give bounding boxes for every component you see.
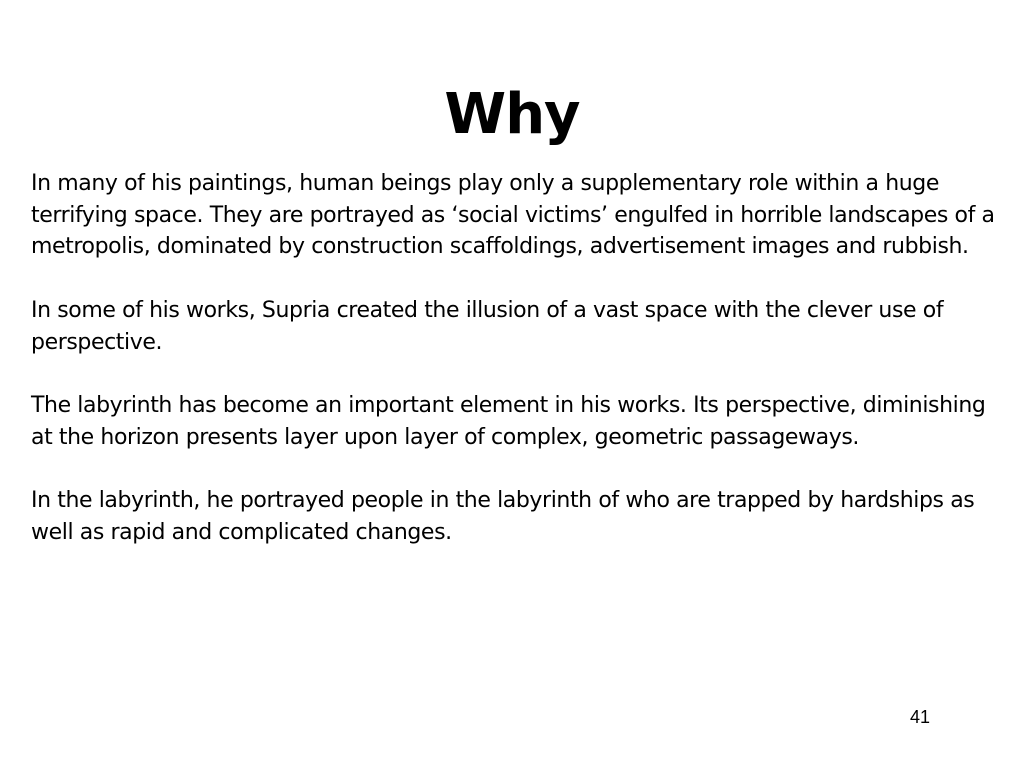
paragraph-paintings: In many of his paintings, human beings play only a supplementary role within a huge terrifying space. They are portrayed as ‘social victims’ engulfed in horrible landscapes of a metropolis, dominated by construction scaffoldings, advertisement images and rubbish.: [31, 171, 995, 260]
slide-title: Why: [444, 82, 580, 147]
slide-body: [31, 168, 1001, 580]
paragraph-labyrinth: The labyrinth has become an important element in his works. Its perspective, diminishing at the horizon presents layer upon layer of complex, geometric passageways.: [31, 392, 986, 450]
paragraph-perspective: In some of his works, Supria created the illusion of a vast space with the clever use of perspective.: [31, 297, 944, 355]
page-number: 41: [909, 707, 931, 727]
paragraph-people-trapped: In the labyrinth, he portrayed people in the labyrinth of who are trapped by hardships as well as rapid and complicated changes.: [31, 487, 975, 545]
